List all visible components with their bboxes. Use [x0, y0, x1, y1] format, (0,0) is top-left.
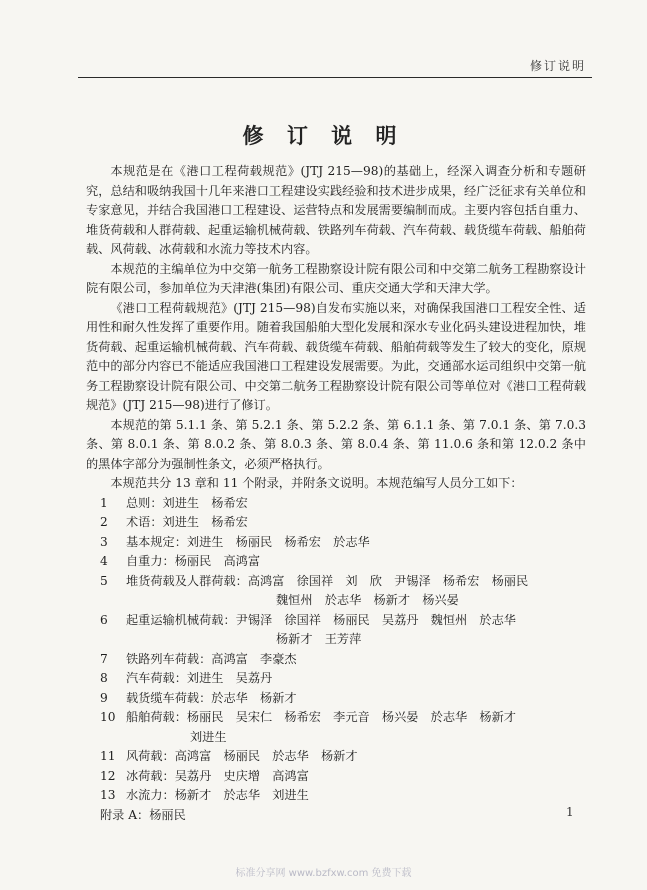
list-item: 12 冰荷载：吴荔丹 史庆增 高鸿富: [100, 768, 309, 783]
list-item: 11 风荷载：高鸿富 杨丽民 於志华 杨新才: [100, 749, 358, 763]
paragraph-history: 《港口工程荷载规范》(JTJ 215—98)自发布实施以来，对确保我国港口工程安全性、适用性和耐久性发挥了重要作用。随着我国船舶大型化发展和深水专业化码头建设进程加快，堆货荷载、起重运输机械荷载、汽车荷载、载货缆车荷载、船舶荷载等发生了较大的变化，原规范中的部分内容已不能适应我国港口工程建设发展需要。为此，交通部水运司组织中交第一航务工程勘察设计院有限公司、中交第二航务工程勘察设计院有限公司等单位对《港口工程荷载规范》(JTJ 215—98)进行了修订。: [86, 300, 586, 412]
page-title: 修 订 说 明: [242, 123, 405, 148]
list-item: 13 水流力：杨新才 於志华 刘进生: [100, 788, 309, 802]
list-item: 5 堆货荷载及人群荷载：高鸿富 徐国祥 刘 欣 尹锡泽 杨希宏 杨丽民 魏恒州 於志华 杨新才 杨兴晏: [100, 573, 529, 607]
paragraph-units: 本规范的主编单位为中交第一航务工程勘察设计院有限公司和中交第二航务工程勘察设计院有限公司，参加单位为天津港(集团)有限公司、重庆交通大学和天津大学。: [86, 261, 586, 295]
page-number: 1: [566, 805, 574, 819]
running-title: 修订说明: [529, 59, 586, 73]
author-assignment-list: [86, 494, 586, 806]
list-item: 10 船舶荷载：杨丽民 吴宋仁 杨希宏 李元音 杨兴晏 於志华 杨新才 刘进生: [100, 710, 516, 744]
paragraph-structure: 本规范共分 13 章和 11 个附录，并附条文说明。本规范编写人员分工如下：: [110, 476, 523, 490]
running-header: [78, 55, 592, 78]
list-item: 1 总则：刘进生 杨希宏: [100, 495, 248, 510]
document-body: [86, 162, 586, 825]
list-item: 8 汽车荷载：刘进生 吴荔丹: [100, 671, 273, 685]
watermark-text: 标准分享网 www.bzfxw.com 免费下载: [235, 868, 412, 879]
list-item: 4 自重力：杨丽民 高鸿富: [100, 554, 261, 568]
paragraph-intro: 本规范是在《港口工程荷载规范》(JTJ 215—98)的基础上，经深入调查分析和专题研究，总结和吸纳我国十几年来港口工程建设实践经验和技术进步成果，经广泛征求有关单位和专家意见，并结合我国港口工程建设、运营特点和发展需要编制而成。主要内容包括自重力、堆货荷载和人群荷载、起重运输机械荷载、铁路列车荷载、汽车荷载、载货缆车荷载、船舶荷载、风荷载、冰荷载和水流力等技术内容。: [86, 164, 586, 256]
appendix-assignment: 附录 A：杨丽民: [100, 807, 186, 822]
list-item: 7 铁路列车荷载：高鸿富 李豪杰: [100, 651, 297, 666]
list-item: 2 术语：刘进生 杨希宏: [100, 515, 248, 529]
list-item: 6 起重运输机械荷载：尹锡泽 徐国祥 杨丽民 吴荔丹 魏恒州 於志华 杨新才 王芳萍: [100, 612, 516, 646]
list-item: 9 载货缆车荷载：於志华 杨新才: [100, 690, 297, 705]
list-item: 3 基本规定：刘进生 杨丽民 杨希宏 於志华: [100, 534, 370, 549]
paragraph-mandatory: 本规范的第 5.1.1 条、第 5.2.1 条、第 5.2.2 条、第 6.1.1 条、第 7.0.1 条、第 7.0.3 条、第 8.0.1 条、第 8.0.2 条、第 8.0.3 条、第 8.0.4 条、第 11.0.6 条和第 12.0.2 条中的黑体字部分为强制性条文，必须严格执行。: [86, 417, 586, 471]
